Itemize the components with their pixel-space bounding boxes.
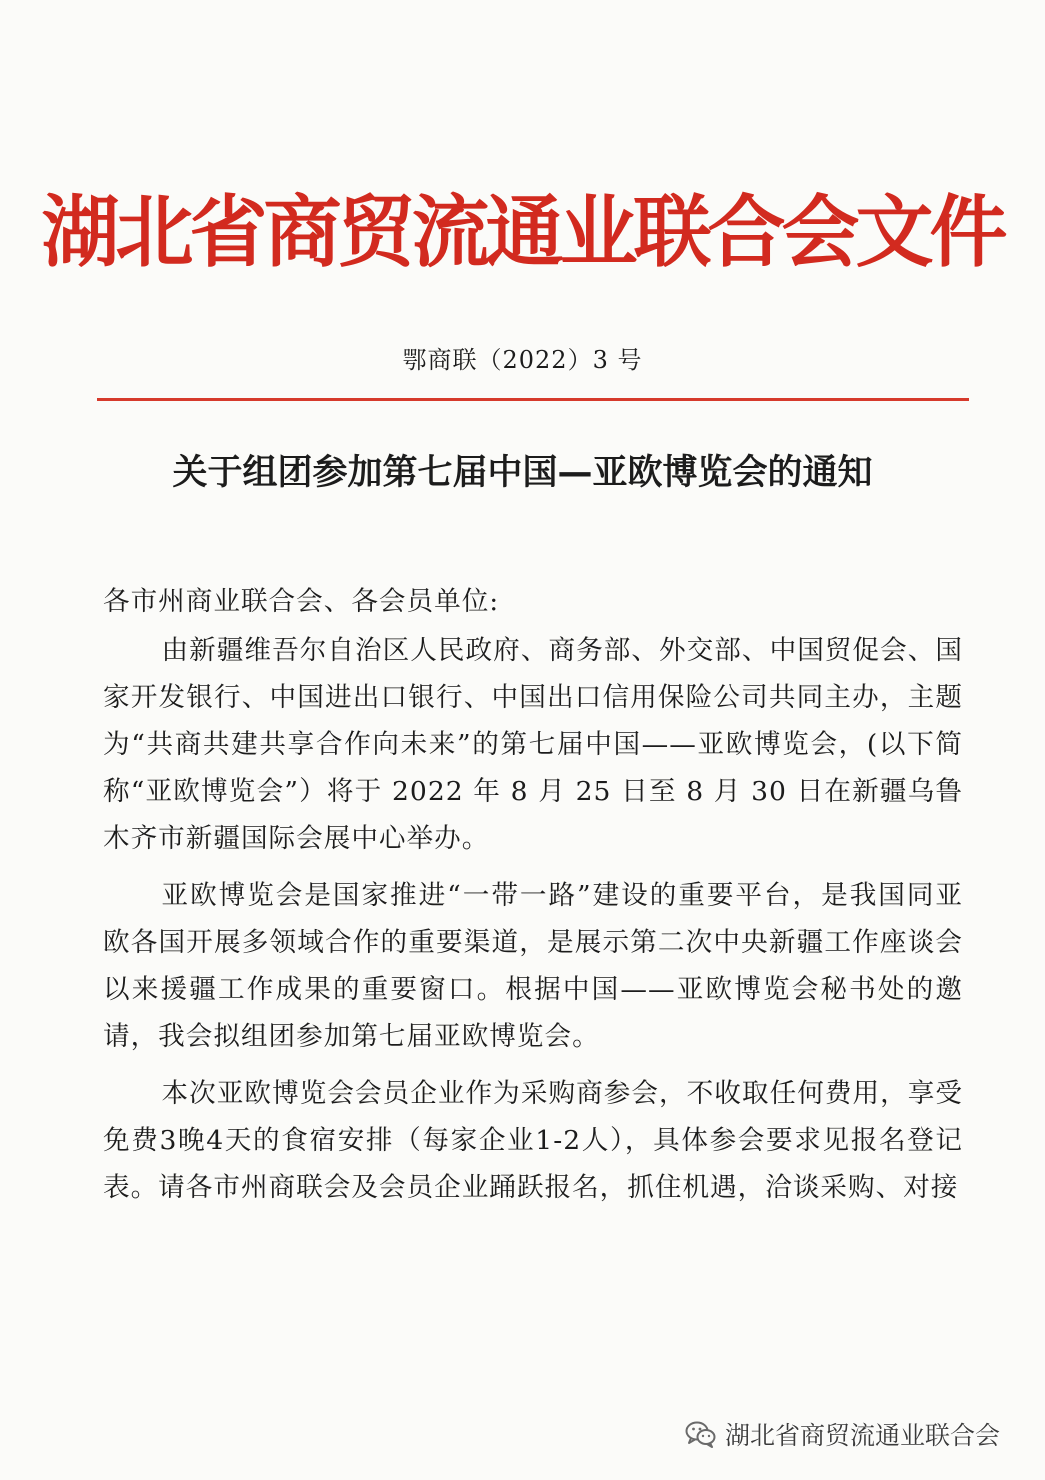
document-number: 鄂商联（2022）3 号 <box>402 346 643 374</box>
wechat-watermark <box>685 1414 1000 1454</box>
red-divider-line <box>97 398 969 401</box>
paragraph-3: 本次亚欧博览会会员企业作为采购商参会，不收取任何费用，享受免费3晚4天的食宿安排（每家企业1-2人），具体参会要求见报名登记表。请各市州商联会及会员企业踊跃报名，抓住机遇，洽谈采购、对接 <box>103 1078 963 1203</box>
paragraph-1: 由新疆维吾尔自治区人民政府、商务部、外交部、中国贸促会、国家开发银行、中国进出口银行、中国出口信用保险公司共同主办，主题为“共商共建共享合作向未来”的第七届中国——亚欧博览会，(以下简称“亚欧博览会”）将于 2022 年 8 月 25 日至 8 月 30 日在新疆乌鲁木齐市新疆国际会展中心举办。 <box>103 635 963 854</box>
watermark-account-name: 湖北省商贸流通业联合会 <box>725 1421 1001 1450</box>
masthead-title: 湖北省商贸流通业联合会文件 <box>41 188 1004 278</box>
paragraph-2: 亚欧博览会是国家推进“一带一路”建设的重要平台，是我国同亚欧各国开展多领域合作的重要渠道，是展示第二次中央新疆工作座谈会以来援疆工作成果的重要窗口。根据中国——亚欧博览会秘书处的邀请，我会拟组团参加第七届亚欧博览会。 <box>103 880 963 1052</box>
salutation: 各市州商业联合会、各会员单位: <box>103 586 500 617</box>
notice-title: 关于组团参加第七届中国—亚欧博览会的通知 <box>172 453 873 493</box>
notice-body <box>103 578 963 1221</box>
wechat-icon <box>685 1420 717 1448</box>
